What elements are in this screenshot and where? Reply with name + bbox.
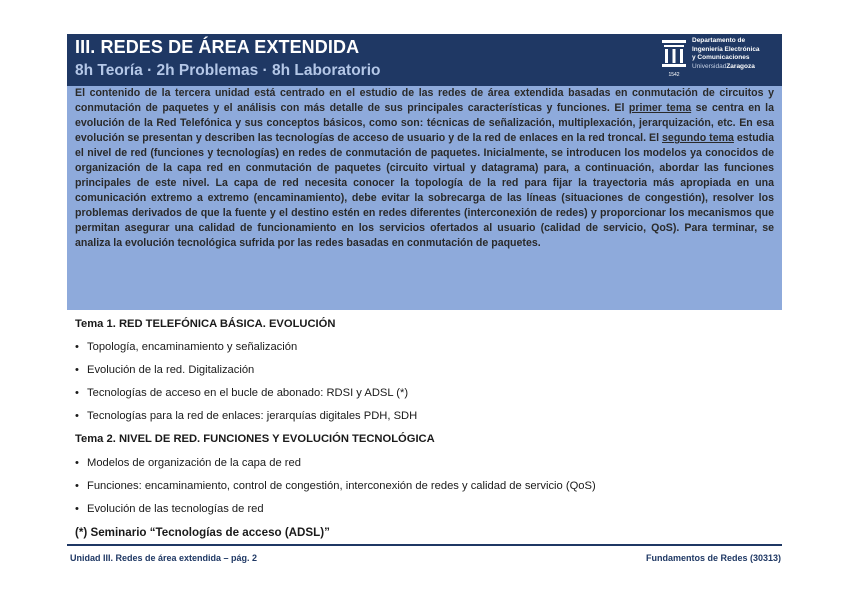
logo-year: 1542 xyxy=(668,72,680,78)
bullet-icon: • xyxy=(75,480,79,492)
list-item-text: Tecnologías de acceso en el bucle de abonado: RDSI y ADSL (*) xyxy=(87,387,409,399)
list-item-text: Topología, encaminamiento y señalización xyxy=(87,341,298,353)
university-city: Zaragoza xyxy=(726,62,755,70)
intro-paragraph-box xyxy=(67,86,782,310)
bullet-icon: • xyxy=(75,387,79,399)
list-item xyxy=(75,503,264,515)
segundo-tema-ref: segundo tema xyxy=(662,132,734,144)
university-word: Universidad xyxy=(692,62,727,70)
intro-text-2: se centra en la evolución de la Red Telefónica y sus conceptos básicos, como son: técnicas de señalización, multiplexación, jerarquización, etc. En esa evolución se presentan y describen las tecnologías de acceso de usuario y de la red de enlaces en la red troncal. El xyxy=(75,102,774,144)
list-item xyxy=(75,387,408,399)
dept-line-3: y Comunicaciones xyxy=(692,54,750,61)
seminar-note: (*) Seminario “Tecnologías de acceso (ADSL)” xyxy=(75,526,330,539)
list-item-text: Evolución de las tecnologías de red xyxy=(87,503,264,515)
footer-course-name: Fundamentos de Redes (30313) xyxy=(645,553,781,563)
list-item xyxy=(75,364,254,376)
intro-text-1: El contenido de la tercera unidad está centrado en el estudio de las redes de área extendida basadas en conmutación de circuitos y conmutación de paquetes y el análisis con más detalle de sus principales características y funciones. El xyxy=(75,87,774,114)
footer-divider xyxy=(67,544,782,546)
bullet-icon: • xyxy=(75,457,79,469)
list-item-text: Modelos de organización de la capa de red xyxy=(87,457,301,469)
intro-text-3: estudia el nivel de red (funciones y tecnologías) en redes de conmutación de paquetes. Inicialmente, se introducen los modelos ya conocidos de organización de la capa red en conmutación de paquetes (circuito virtual y datagrama) para, a continuación, abordar las funciones principales de este nivel. La capa de red necesita conocer la topología de la red para fijar la trayectoria más apropiada en una comunicación extremo a extremo (encaminamiento), debe evitar la sobrecarga de las líneas (situaciones de congestión), resolver los problemas derivados de que la fuente y el destino estén en redes diferentes (interconexión de redes) y proporcionar los mecanismos que permitan asegurar una calidad de funcionamiento en los servicios ofertados al usuario (calidad de servicio, QoS). Para terminar, se analiza la evolución tecnológica sufrida por las redes basadas en conmutación de paquetes. xyxy=(75,132,774,249)
bullet-icon: • xyxy=(75,503,79,515)
dept-line-2: Ingeniería Electrónica xyxy=(692,45,760,53)
slide-subtitle: 8h Teoría · 2h Problemas · 8h Laboratorio xyxy=(75,62,381,79)
list-item xyxy=(75,341,297,353)
university-building-logo xyxy=(661,39,687,79)
intro-paragraph xyxy=(75,86,774,251)
tema2-heading: Tema 2. NIVEL DE RED. FUNCIONES Y EVOLUCIÓN TECNOLÓGICA xyxy=(75,433,435,445)
tema1-heading: Tema 1. RED TELEFÓNICA BÁSICA. EVOLUCIÓN xyxy=(75,318,336,330)
slide-header xyxy=(67,34,782,86)
slide-title: III. REDES DE ÁREA EXTENDIDA xyxy=(75,37,360,57)
list-item xyxy=(75,410,417,422)
dept-line-1: Departamento de xyxy=(692,37,746,44)
footer-page-info: Unidad III. Redes de área extendida – pág. 2 xyxy=(70,553,258,563)
bullet-icon: • xyxy=(75,410,79,422)
university-name xyxy=(692,63,760,72)
list-item-text: Evolución de la red. Digitalización xyxy=(87,364,255,376)
list-item-text: Funciones: encaminamiento, control de congestión, interconexión de redes y calidad de servicio (QoS) xyxy=(87,480,596,492)
primer-tema-ref: primer tema xyxy=(628,102,692,114)
list-item-text: Tecnologías para la red de enlaces: jerarquías digitales PDH, SDH xyxy=(87,410,418,422)
bullet-icon: • xyxy=(75,364,79,376)
list-item xyxy=(75,457,301,469)
department-name xyxy=(692,37,760,71)
list-item xyxy=(75,480,596,492)
bullet-icon: • xyxy=(75,341,79,353)
